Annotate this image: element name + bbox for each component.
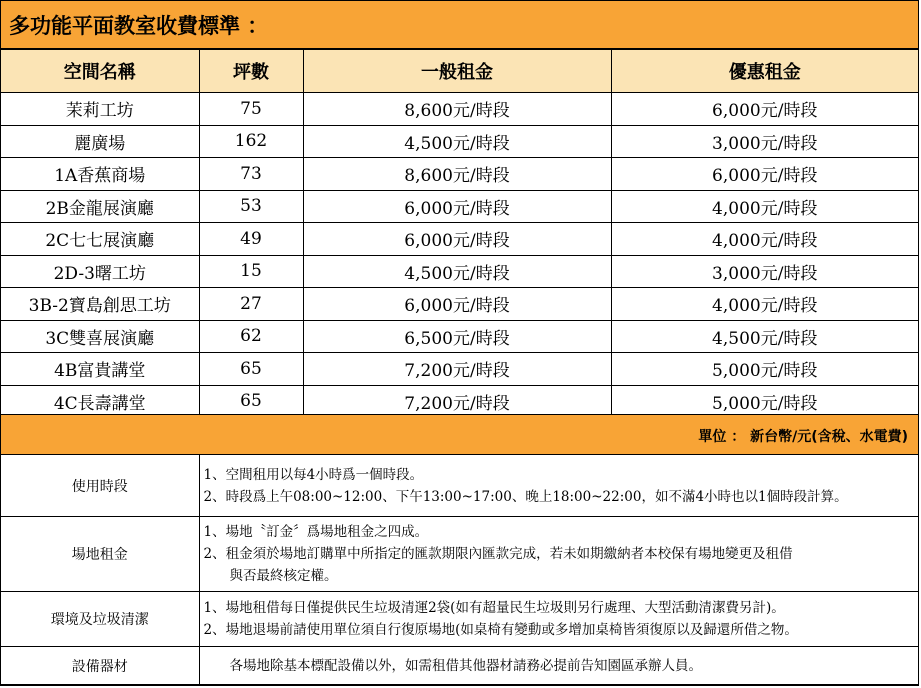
table-row: [1, 255, 918, 288]
regular-rent: 6,500元/時段: [303, 320, 611, 353]
table-row: [1, 223, 918, 256]
note-line: 與否最終核定權。: [229, 568, 338, 584]
header-space-name: 空間名稱: [1, 50, 199, 93]
discount-rent: 6,000元/時段: [611, 93, 918, 126]
header-area: 坪數: [199, 50, 303, 93]
regular-rent: 8,600元/時段: [303, 158, 611, 191]
table-row: [1, 158, 918, 191]
space-area: 73: [199, 158, 303, 191]
space-area: 65: [199, 385, 303, 418]
rates-table: [1, 49, 918, 418]
space-name: 茉莉工坊: [1, 93, 199, 126]
table-row: [1, 288, 918, 321]
table-row: [1, 353, 918, 386]
note-label: 場地租金: [1, 517, 199, 592]
title-bar: [1, 1, 918, 49]
regular-rent: 6,000元/時段: [303, 223, 611, 256]
regular-rent: 4,500元/時段: [303, 255, 611, 288]
table-row: [1, 385, 918, 418]
space-name: 4B富貴講堂: [1, 353, 199, 386]
note-row-equipment: [1, 647, 918, 685]
currency-unit: 單位 ： 新台幣/元(含稅、水電費): [698, 429, 908, 445]
note-content: [199, 647, 918, 685]
note-label: 環境及垃圾清潔: [1, 592, 199, 647]
discount-rent: 6,000元/時段: [611, 158, 918, 191]
regular-rent: 7,200元/時段: [303, 385, 611, 418]
note-line: 1、場地租借每日僅提供民生垃圾清運2袋(如有超量民生垃圾則另行處理、大型活動清潔費另計)。: [203, 600, 785, 616]
discount-rent: 4,000元/時段: [611, 223, 918, 256]
space-name: 1A香蕉商場: [1, 158, 199, 191]
space-area: 15: [199, 255, 303, 288]
discount-rent: 4,000元/時段: [611, 190, 918, 223]
note-content: [199, 517, 918, 592]
table-row: [1, 125, 918, 158]
table-row: [1, 320, 918, 353]
discount-rent: 4,500元/時段: [611, 320, 918, 353]
note-line: 各場地除基本標配設備以外，如需租借其他器材請務必提前告知園區承辦人員。: [229, 657, 702, 674]
space-name: 3C雙喜展演廳: [1, 320, 199, 353]
discount-rent: 5,000元/時段: [611, 353, 918, 386]
regular-rent: 8,600元/時段: [303, 93, 611, 126]
space-area: 62: [199, 320, 303, 353]
header-regular-rent: 一般租金: [303, 50, 611, 93]
space-name: 麗廣場: [1, 125, 199, 158]
note-label: 使用時段: [1, 455, 199, 517]
space-area: 53: [199, 190, 303, 223]
regular-rent: 6,000元/時段: [303, 288, 611, 321]
note-row-usage-period: [1, 455, 918, 517]
note-line: 1、空間租用以每4小時爲一個時段。: [203, 466, 424, 483]
note-line: 2、時段爲上午08:00~12:00、下午13:00~17:00、晚上18:00~22:00，如不滿4小時也以1個時段計算。: [203, 488, 848, 505]
table-row: [1, 93, 918, 126]
unit-bar: [1, 414, 918, 455]
note-line: 2、場地退場前請使用單位須自行復原場地(如桌椅有變動或多增加桌椅皆須復原以及歸還所借之物。: [203, 622, 798, 638]
discount-rent: 4,000元/時段: [611, 288, 918, 321]
space-area: 27: [199, 288, 303, 321]
space-area: 49: [199, 223, 303, 256]
note-content: [199, 455, 918, 517]
space-name: 4C長壽講堂: [1, 385, 199, 418]
space-area: 162: [199, 125, 303, 158]
header-discount-rent: 優惠租金: [611, 50, 918, 93]
space-area: 65: [199, 353, 303, 386]
regular-rent: 7,200元/時段: [303, 353, 611, 386]
space-area: 75: [199, 93, 303, 126]
space-name: 2C七七展演廳: [1, 223, 199, 256]
note-row-cleaning: [1, 592, 918, 647]
note-line: 2、租金須於場地訂購單中所指定的匯款期限內匯款完成，若未如期繳納者本校保有場地變更及租借: [203, 546, 793, 562]
discount-rent: 3,000元/時段: [611, 255, 918, 288]
note-row-rent: [1, 517, 918, 592]
notes-table: [1, 454, 918, 685]
regular-rent: 4,500元/時段: [303, 125, 611, 158]
note-content: [199, 592, 918, 647]
discount-rent: 5,000元/時段: [611, 385, 918, 418]
regular-rent: 6,000元/時段: [303, 190, 611, 223]
space-name: 3B-2寶島創思工坊: [1, 288, 199, 321]
page-title: 多功能平面教室收費標準 ：: [9, 14, 269, 38]
space-name: 2B金龍展演廳: [1, 190, 199, 223]
space-name: 2D-3曙工坊: [1, 255, 199, 288]
table-row: [1, 190, 918, 223]
note-line: 1、場地〝訂金〞爲場地租金之四成。: [203, 524, 429, 540]
discount-rent: 3,000元/時段: [611, 125, 918, 158]
note-label: 設備器材: [1, 647, 199, 685]
rates-header-row: [1, 50, 918, 93]
